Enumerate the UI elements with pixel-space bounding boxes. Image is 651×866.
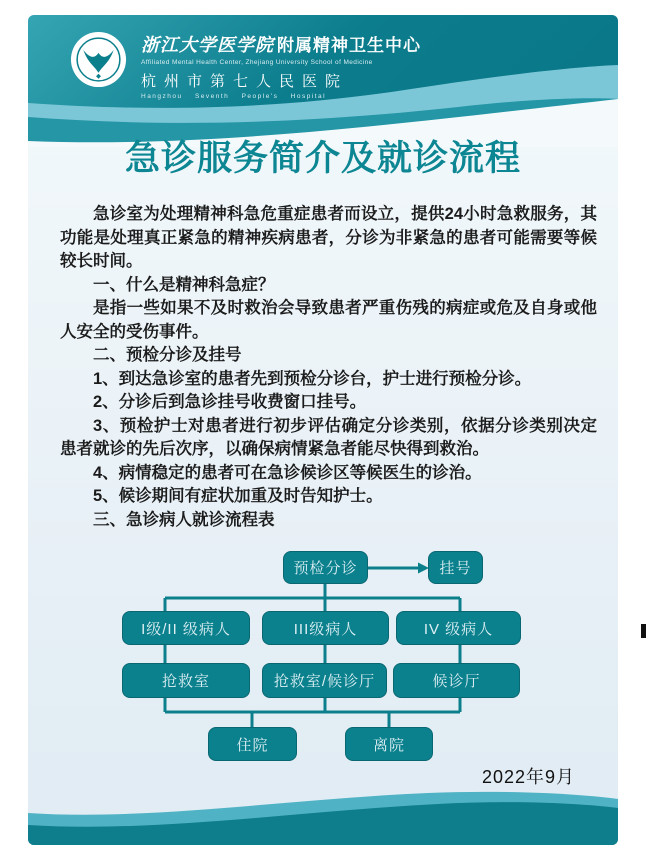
body-paragraph: 3、预检护士对患者进行初步评估确定分诊类别，依据分诊类别决定患者就诊的先后次序，以确保病情紧急者能尽快得到救治。 (60, 416, 597, 458)
hospital-name-en: Hangzhou Seventh People's Hospital (141, 93, 327, 100)
flow-node-admission: 住院 (208, 727, 297, 761)
org-name-suffix: 附属精神卫生中心 (277, 36, 421, 55)
body-paragraph: 是指一些如果不及时救治会导致患者严重伤残的病症或危及自身或他人安全的受伤事件。 (60, 299, 597, 341)
org-name-script: 浙江大学医学院 (141, 35, 274, 56)
flow-node-triage: 预检分诊 (283, 551, 368, 584)
triage-flowchart (28, 551, 618, 767)
poster-footer (28, 785, 618, 845)
poster-header (28, 15, 618, 147)
body-text (60, 203, 597, 532)
flow-node-waiting-hall: 候诊厅 (393, 663, 520, 698)
body-paragraph: 一、什么是精神科急症？ (93, 275, 275, 294)
body-paragraph: 2、分诊后到急诊挂号收费窗口挂号。 (93, 393, 367, 411)
flow-node-rescue-or-waiting: 抢救室/候诊厅 (262, 663, 387, 698)
body-paragraph: 4、病情稳定的患者可在急诊候诊区等候医生的诊治。 (93, 463, 482, 482)
hospital-name-cn: 杭州市第七人民医院 (141, 73, 349, 90)
body-paragraph: 急诊室为处理精神科急危重症患者而设立，提供24小时急救服务，其功能是处理真正紧急的精神疾病患者，分诊为非紧急的患者可能需要等候较长时间。 (60, 205, 597, 270)
body-paragraph: 二、预检分诊及挂号 (93, 346, 242, 364)
flow-node-rescue-room: 抢救室 (122, 663, 250, 698)
body-paragraph: 三、急诊病人就诊流程表 (93, 510, 275, 529)
hospital-poster (28, 15, 618, 845)
flow-node-level-4: IV 级病人 (396, 611, 521, 645)
flow-node-level-1-2: I级/II 级病人 (122, 611, 250, 645)
footer-wave-graphic (28, 785, 618, 845)
document-date: 2022年9月 (481, 767, 575, 787)
flow-node-discharge: 离院 (345, 727, 433, 761)
flow-node-register: 挂号 (428, 551, 483, 584)
hospital-logo-icon (70, 31, 127, 88)
screenshot-artifact-mark (641, 624, 646, 638)
org-name-cn (141, 31, 421, 57)
page-title: 急诊服务简介及就诊流程 (124, 139, 521, 178)
body-paragraph: 1、到达急诊室的患者先到预检分诊台，护士进行预检分诊。 (93, 369, 532, 388)
org-name-en: Affiliated Mental Health Center, Zhejiang University School of Medicine (141, 59, 373, 66)
flow-node-level-3: III级病人 (262, 611, 389, 645)
body-paragraph: 5、候诊期间有症状加重及时告知护士。 (93, 487, 383, 505)
hospital-brand (70, 31, 421, 100)
hospital-name-block (141, 31, 421, 100)
